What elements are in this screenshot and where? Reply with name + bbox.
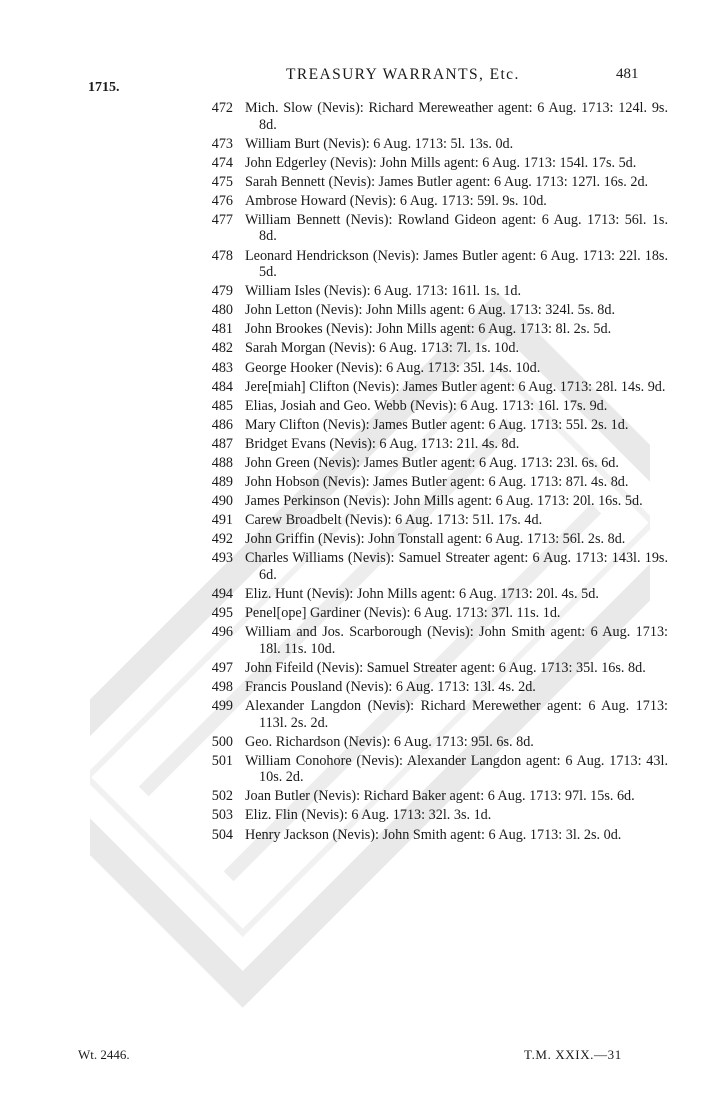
warrant-entry bbox=[0, 586, 728, 603]
entry-number: 475 bbox=[211, 173, 233, 190]
warrant-entry bbox=[0, 788, 728, 805]
warrant-entry bbox=[0, 321, 728, 338]
entry-text: Penel[ope] Gardiner (Nevis): 6 Aug. 1713: 37l. 11s. 1d. bbox=[245, 605, 561, 622]
warrant-entry bbox=[0, 512, 728, 529]
entry-text: John Letton (Nevis): John Mills agent: 6 Aug. 1713: 324l. 5s. 8d. bbox=[245, 302, 616, 319]
warrant-entry bbox=[0, 605, 728, 622]
entry-text: John Edgerley (Nevis): John Mills agent: 6 Aug. 1713: 154l. 17s. 5d. bbox=[245, 154, 637, 171]
warrant-entry bbox=[0, 340, 728, 357]
entry-text: Francis Pousland (Nevis): 6 Aug. 1713: 13l. 4s. 2d. bbox=[245, 678, 536, 695]
entry-text: Ambrose Howard (Nevis): 6 Aug. 1713: 59l. 9s. 10d. bbox=[245, 192, 547, 209]
warrant-entry bbox=[0, 698, 728, 731]
entry-text: Carew Broadbelt (Nevis): 6 Aug. 1713: 51l. 17s. 4d. bbox=[245, 512, 543, 529]
entry-number: 483 bbox=[211, 359, 233, 376]
entry-text: John Griffin (Nevis): John Tonstall agent: 6 Aug. 1713: 56l. 2s. 8d. bbox=[245, 531, 626, 548]
warrant-entry bbox=[0, 193, 728, 210]
entry-number: 504 bbox=[211, 826, 233, 843]
entry-text: George Hooker (Nevis): 6 Aug. 1713: 35l. 14s. 10d. bbox=[245, 359, 541, 376]
entry-number: 476 bbox=[211, 192, 233, 209]
entry-text: Geo. Richardson (Nevis): 6 Aug. 1713: 95l. 6s. 8d. bbox=[245, 733, 534, 750]
entry-number: 497 bbox=[211, 659, 233, 676]
entry-number: 503 bbox=[211, 807, 233, 824]
entry-number: 492 bbox=[211, 531, 233, 548]
entry-number: 500 bbox=[211, 733, 233, 750]
entry-number: 478 bbox=[211, 247, 233, 264]
entry-text: Eliz. Hunt (Nevis): John Mills agent: 6 Aug. 1713: 20l. 4s. 5d. bbox=[245, 586, 599, 603]
signature-mark: T.M. XXIX.—31 bbox=[524, 1047, 622, 1062]
entry-number: 485 bbox=[211, 397, 233, 414]
warrant-list bbox=[0, 100, 728, 846]
warrant-entry bbox=[0, 436, 728, 453]
entry-text: Eliz. Flin (Nevis): 6 Aug. 1713: 32l. 3s. 1d. bbox=[245, 807, 492, 824]
warrant-entry bbox=[0, 212, 728, 245]
page-number: 481 bbox=[616, 66, 639, 82]
entry-text: William Burt (Nevis): 6 Aug. 1713: 5l. 13s. 0d. bbox=[245, 135, 514, 152]
warrant-entry bbox=[0, 283, 728, 300]
entry-text: Mich. Slow (Nevis): Richard Mereweather agent: 6 Aug. 1713: 124l. 9s. 8d. bbox=[245, 100, 668, 133]
printer-mark: Wt. 2446. bbox=[78, 1047, 130, 1062]
warrant-entry bbox=[0, 248, 728, 281]
entry-text: William Conohore (Nevis): Alexander Langdon agent: 6 Aug. 1713: 43l. 10s. 2d. bbox=[245, 752, 668, 786]
warrant-entry bbox=[0, 753, 728, 786]
entry-text: Henry Jackson (Nevis): John Smith agent: 6 Aug. 1713: 3l. 2s. 0d. bbox=[245, 826, 622, 843]
warrant-entry bbox=[0, 155, 728, 172]
entry-text: Joan Butler (Nevis): Richard Baker agent: 6 Aug. 1713: 97l. 15s. 6d. bbox=[245, 788, 635, 805]
warrant-entry bbox=[0, 550, 728, 583]
entry-text: William Bennett (Nevis): Rowland Gideon agent: 6 Aug. 1713: 56l. 1s. 8d. bbox=[245, 211, 668, 245]
entry-text: Elias, Josiah and Geo. Webb (Nevis): 6 Aug. 1713: 16l. 17s. 9d. bbox=[245, 397, 608, 414]
warrant-entry bbox=[0, 827, 728, 844]
entry-number: 486 bbox=[211, 416, 233, 433]
warrant-entry bbox=[0, 360, 728, 377]
entry-text: John Brookes (Nevis): John Mills agent: 6 Aug. 1713: 8l. 2s. 5d. bbox=[245, 321, 612, 338]
warrant-entry bbox=[0, 807, 728, 824]
entry-number: 479 bbox=[211, 283, 233, 300]
entry-number: 502 bbox=[211, 788, 233, 805]
entry-number: 480 bbox=[211, 302, 233, 319]
warrant-entry bbox=[0, 474, 728, 491]
warrant-entry bbox=[0, 379, 728, 396]
entry-text: William Isles (Nevis): 6 Aug. 1713: 161l. 1s. 1d. bbox=[245, 283, 522, 300]
warrant-entry bbox=[0, 734, 728, 751]
entry-number: 477 bbox=[211, 211, 233, 228]
entry-text: Jere[miah] Clifton (Nevis): James Butler agent: 6 Aug. 1713: 28l. 14s. 9d. bbox=[245, 378, 666, 395]
entry-number: 501 bbox=[211, 752, 233, 769]
entry-number: 482 bbox=[211, 340, 233, 357]
entry-number: 498 bbox=[211, 678, 233, 695]
entry-number: 484 bbox=[211, 378, 233, 395]
entry-number: 489 bbox=[211, 474, 233, 491]
warrant-entry bbox=[0, 302, 728, 319]
warrant-entry bbox=[0, 660, 728, 677]
entry-number: 488 bbox=[211, 455, 233, 471]
warrant-entry bbox=[0, 100, 728, 133]
warrant-entry bbox=[0, 174, 728, 191]
year-marker: 1715. bbox=[88, 80, 120, 95]
warrant-entry bbox=[0, 493, 728, 510]
entry-text: Bridget Evans (Nevis): 6 Aug. 1713: 21l. 4s. 8d. bbox=[245, 435, 520, 452]
entry-text: Sarah Morgan (Nevis): 6 Aug. 1713: 7l. 1s. 10d. bbox=[245, 340, 520, 357]
entry-text: Mary Clifton (Nevis): James Butler agent: 6 Aug. 1713: 55l. 2s. 1d. bbox=[245, 416, 629, 433]
entry-number: 472 bbox=[211, 100, 233, 116]
entry-number: 473 bbox=[211, 135, 233, 152]
entry-number: 496 bbox=[211, 624, 233, 641]
warrant-entry bbox=[0, 136, 728, 153]
entry-text: William and Jos. Scarborough (Nevis): John Smith agent: 6 Aug. 1713: 18l. 11s. 10d. bbox=[245, 624, 668, 657]
entry-text: Charles Williams (Nevis): Samuel Streater agent: 6 Aug. 1713: 143l. 19s. 6d. bbox=[245, 550, 668, 583]
entry-number: 491 bbox=[211, 512, 233, 529]
entry-number: 487 bbox=[211, 435, 233, 452]
entry-text: John Green (Nevis): James Butler agent: 6 Aug. 1713: 23l. 6s. 6d. bbox=[245, 455, 619, 471]
entry-number: 495 bbox=[211, 605, 233, 622]
entry-number: 490 bbox=[211, 493, 233, 510]
warrant-entry bbox=[0, 531, 728, 548]
entry-text: Sarah Bennett (Nevis): James Butler agent: 6 Aug. 1713: 127l. 16s. 2d. bbox=[245, 173, 649, 190]
warrant-entry bbox=[0, 455, 728, 472]
entry-text: John Hobson (Nevis): James Butler agent: 6 Aug. 1713: 87l. 4s. 8d. bbox=[245, 474, 629, 491]
entry-text: Leonard Hendrickson (Nevis): James Butler agent: 6 Aug. 1713: 22l. 18s. 5d. bbox=[245, 247, 668, 281]
entry-number: 481 bbox=[211, 321, 233, 338]
entry-number: 494 bbox=[211, 586, 233, 603]
entry-text: James Perkinson (Nevis): John Mills agent: 6 Aug. 1713: 20l. 16s. 5d. bbox=[245, 493, 643, 510]
warrant-entry bbox=[0, 417, 728, 434]
entry-number: 474 bbox=[211, 154, 233, 171]
running-title: TREASURY WARRANTS, Etc. bbox=[286, 66, 520, 83]
entry-number: 493 bbox=[211, 550, 233, 567]
warrant-entry bbox=[0, 624, 728, 657]
warrant-entry bbox=[0, 679, 728, 696]
entry-number: 499 bbox=[211, 698, 233, 715]
warrant-entry bbox=[0, 398, 728, 415]
entry-text: Alexander Langdon (Nevis): Richard Merewether agent: 6 Aug. 1713: 113l. 2s. 2d. bbox=[245, 698, 668, 731]
entry-text: John Fifeild (Nevis): Samuel Streater agent: 6 Aug. 1713: 35l. 16s. 8d. bbox=[245, 659, 646, 676]
